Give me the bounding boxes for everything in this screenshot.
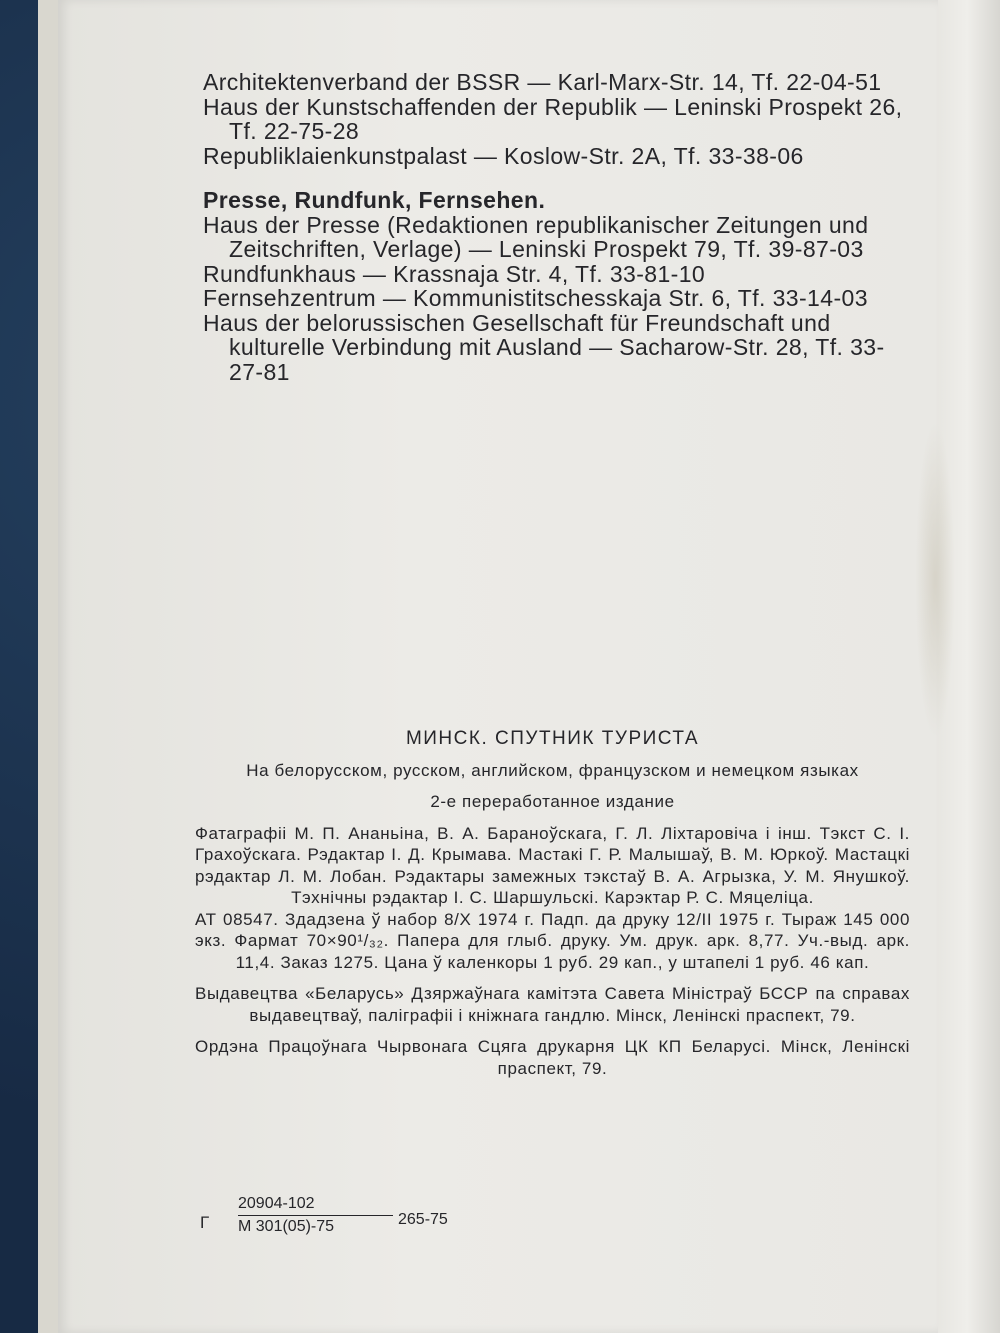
- book-title: МИНСК. СПУТНИК ТУРИСТА: [405, 728, 700, 749]
- address-entry: Haus der Kunstschaffenden der Republik — Leninski Prospekt 26, Tf. 22-75-28: [203, 93, 903, 144]
- credits-text: Фатаграфіі М. П. Ананьіна, В. А. Бараноўскага, Г. Л. Ліхтаровіча і інш. Тэкст С. І. Грахоўскага. Рэдактар І. Д. Крымава. Мастакі Г. Р. Малышаў, В. М. Юркоў. Мастацкі рэдактар Л. М. Лобан. Рэдактары замежных тэкстаў В. А. Агрызка, У. М. Янушкоў. Тэхнічны рэдактар І. С. Шаршульскі. Карэктар Р. С. Мяцеліца.: [195, 823, 910, 907]
- address-entry: Republiklaienkunstpalast — Koslow-Str. 2A, Tf. 33-38-06: [203, 142, 804, 169]
- address-entry: Haus der Presse (Redaktionen republikanischer Zeitungen und Zeitschriften, Verlage) — Leninski Prospekt 79, Tf. 39-87-03: [203, 211, 869, 262]
- publisher-text: Выдавецтва «Беларусь» Дзяржаўнага камітэта Савета Міністраў БССР па справах выдавецтваў, паліграфіі і кніжнага гандлю. Мінск, Ленінскі праспект, 79.: [195, 984, 910, 1025]
- edition-note: 2-е переработанное издание: [430, 792, 675, 811]
- index-fraction: [238, 1195, 388, 1236]
- address-entry: Fernsehzentrum — Kommunistitschesskaja Str. 6, Tf. 33-14-03: [203, 285, 868, 311]
- address-entry: Rundfunkhaus — Krassnaja Str. 4, Tf. 33-81-10: [203, 260, 706, 287]
- section-heading: Presse, Rundfunk, Fernsehen.: [203, 187, 546, 213]
- address-entry: Haus der belorussischen Gesellschaft für Freundschaft und kulturelle Verbindung mit Ausland — Sacharow-Str. 28, Tf. 33-27-81: [203, 309, 885, 385]
- print-data-text: АТ 08547. Здадзена ў набор 8/X 1974 г. Падп. да друку 12/II 1975 г. Тыраж 145 000 экз. Фармат 70×90¹/₃₂. Папера для глыб. друку. Ум. друк. арк. 8,77. Уч.-выд. арк. 11,4. Заказ 1275. Цана ў каленкоры 1 руб. 29 кап., у штапелі 1 руб. 46 кап.: [195, 909, 910, 972]
- german-address-list: [203, 70, 913, 384]
- index-numerator: 20904-102: [238, 1195, 393, 1216]
- printer-text: Ордэна Працоўнага Чырвонага Сцяга друкарня ЦК КП Беларусі. Мінск, Ленінскі праспект, 79.: [195, 1037, 910, 1078]
- colophon: [195, 728, 910, 1079]
- index-suffix: 265-75: [398, 1211, 448, 1228]
- languages-note: На белорусском, русском, английском, французском и немецком языках: [246, 760, 859, 780]
- address-entry: Architektenverband der BSSR — Karl-Marx-Str. 14, Tf. 22-04-51: [203, 69, 882, 95]
- index-denominator: М 301(05)-75: [238, 1218, 335, 1235]
- index-letter: Г: [200, 1213, 210, 1232]
- page-stain: [915, 420, 955, 740]
